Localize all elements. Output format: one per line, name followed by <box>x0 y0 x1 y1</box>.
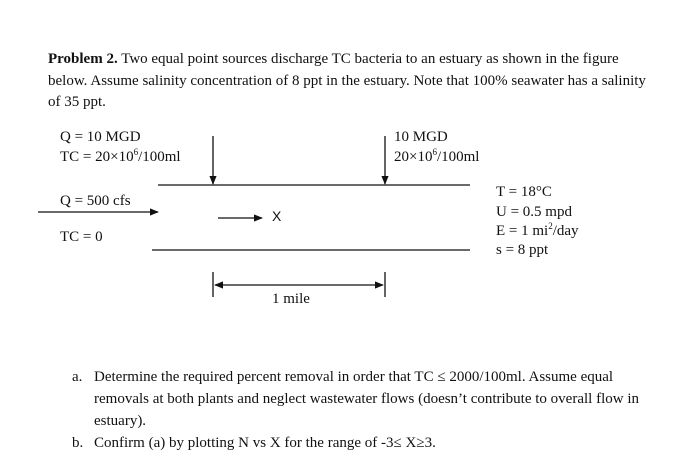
question-text: Confirm (a) by plotting N vs X for the range of -3≤ X≥3. <box>94 435 436 451</box>
right-source-tc: $20\times 10^6/100ml$ <box>394 147 480 165</box>
question-marker: a. <box>72 369 83 385</box>
param-dispersion: E = 1 $mi^2$/day <box>496 221 579 239</box>
param-velocity: U = 0.5 mpd <box>496 204 572 220</box>
question-text: Determine the required percent removal in order that TC ≤ 2000/100ml. Assume equal removals at both plants and neglect wastewater flows (doesn’t contribute to overall flow in estuary). <box>94 369 639 429</box>
question-marker: b. <box>72 435 84 451</box>
problem-label: Problem 2. <box>48 51 118 67</box>
inflow-flow: Q = 500 cfs <box>60 193 131 209</box>
question-a <box>72 366 662 432</box>
left-source-flow: Q = 10 MGD <box>60 129 141 145</box>
question-list <box>72 366 662 454</box>
x-axis-label: X <box>272 208 282 224</box>
inflow-tc: TC = 0 <box>60 229 103 245</box>
right-source-flow: 10 MGD <box>394 129 448 145</box>
param-temperature: T = 18°C <box>496 184 552 200</box>
distance-label: 1 mile <box>272 291 310 307</box>
question-b <box>72 432 662 454</box>
problem-text: Two equal point sources discharge TC bacteria to an estuary as shown in the figure below. Assume salinity concentration of 8 ppt in the estuary. Note that 100% seawater has a salinity of 35 ppt. <box>48 51 646 110</box>
left-source-tc: TC = $20\times 10^6/100ml$ <box>60 147 181 165</box>
param-salinity: s = 8 ppt <box>496 242 549 258</box>
